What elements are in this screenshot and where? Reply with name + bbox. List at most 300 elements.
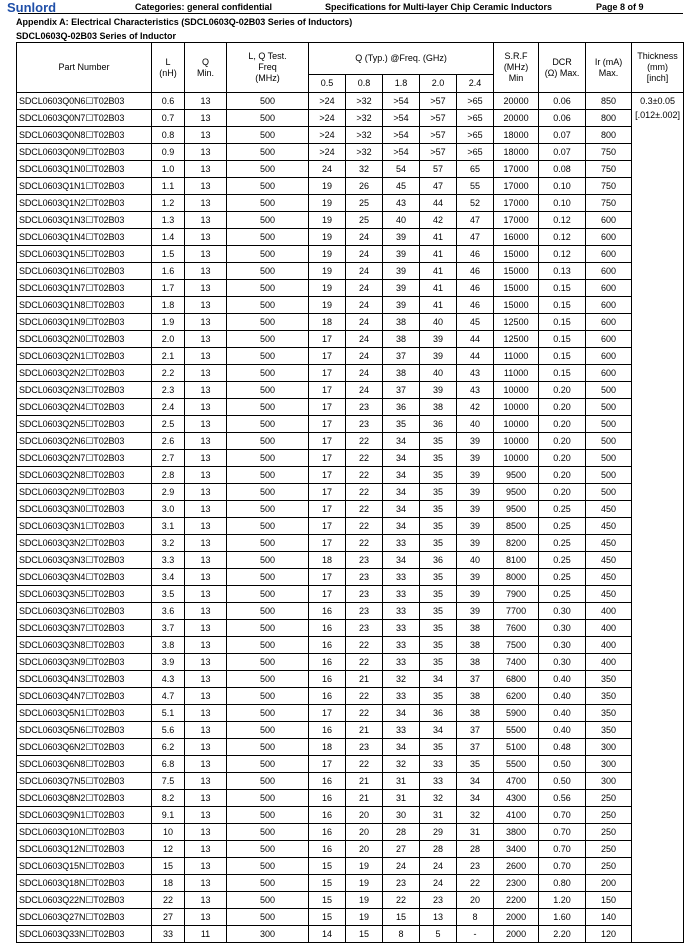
col-header-q-min [185, 43, 227, 93]
cell-q-0-8ghz: 19 [346, 909, 383, 926]
cell-dcr: 0.30 [539, 620, 586, 637]
cell-part-number: SDCL0603Q1N7☐T02B03 [17, 280, 152, 297]
cell-rated-current: 450 [586, 552, 632, 569]
cell-q-min: 13 [185, 569, 227, 586]
cell-q-0-8ghz: 25 [346, 212, 383, 229]
cell-q-2-0ghz: 41 [420, 280, 457, 297]
cell-q-0-8ghz: 24 [346, 229, 383, 246]
cell-test-freq: 500 [227, 654, 309, 671]
cell-rated-current: 600 [586, 212, 632, 229]
cell-srf: 7900 [494, 586, 539, 603]
cell-q-0-8ghz: 20 [346, 841, 383, 858]
cell-q-0-5ghz: 17 [309, 348, 346, 365]
cell-q-0-5ghz: 16 [309, 637, 346, 654]
cell-rated-current: 800 [586, 127, 632, 144]
cell-q-2-4ghz: 39 [457, 518, 494, 535]
cell-test-freq: 500 [227, 467, 309, 484]
cell-q-2-4ghz: 37 [457, 671, 494, 688]
cell-q-0-5ghz: 16 [309, 688, 346, 705]
cell-q-2-4ghz: >65 [457, 144, 494, 161]
cell-rated-current: 450 [586, 569, 632, 586]
cell-q-1-8ghz: 31 [383, 790, 420, 807]
cell-test-freq: 500 [227, 433, 309, 450]
table-row [17, 195, 684, 212]
cell-dcr: 0.20 [539, 399, 586, 416]
cell-dcr: 0.20 [539, 467, 586, 484]
cell-q-1-8ghz: 23 [383, 875, 420, 892]
col-header-test-freq [227, 43, 309, 93]
cell-q-2-4ghz: 39 [457, 467, 494, 484]
cell-srf: 20000 [494, 93, 539, 110]
cell-q-min: 13 [185, 705, 227, 722]
cell-inductance: 2.5 [152, 416, 185, 433]
cell-srf: 7600 [494, 620, 539, 637]
cell-rated-current: 500 [586, 416, 632, 433]
cell-dcr: 0.25 [539, 518, 586, 535]
cell-rated-current: 300 [586, 773, 632, 790]
cell-q-2-4ghz: 39 [457, 484, 494, 501]
cell-q-0-8ghz: 22 [346, 433, 383, 450]
cell-q-1-8ghz: 37 [383, 348, 420, 365]
cell-q-2-4ghz: 46 [457, 246, 494, 263]
cell-test-freq: 500 [227, 161, 309, 178]
cell-inductance: 18 [152, 875, 185, 892]
cell-dcr: 0.25 [539, 586, 586, 603]
cell-q-1-8ghz: 31 [383, 773, 420, 790]
cell-part-number: SDCL0603Q5N1☐T02B03 [17, 705, 152, 722]
cell-test-freq: 500 [227, 603, 309, 620]
cell-rated-current: 600 [586, 297, 632, 314]
cell-srf: 15000 [494, 297, 539, 314]
col-header-dcr-line1: DCR [552, 56, 572, 67]
cell-part-number: SDCL0603Q2N6☐T02B03 [17, 433, 152, 450]
cell-dcr: 0.15 [539, 331, 586, 348]
cell-q-2-4ghz: 38 [457, 620, 494, 637]
cell-q-0-8ghz: 22 [346, 705, 383, 722]
cell-part-number: SDCL0603Q1N5☐T02B03 [17, 246, 152, 263]
cell-q-1-8ghz: 22 [383, 892, 420, 909]
cell-part-number: SDCL0603Q0N6☐T02B03 [17, 93, 152, 110]
cell-dcr: 0.15 [539, 365, 586, 382]
cell-thickness [632, 93, 684, 943]
table-row [17, 314, 684, 331]
cell-part-number: SDCL0603Q2N5☐T02B03 [17, 416, 152, 433]
cell-q-2-4ghz: 38 [457, 654, 494, 671]
table-row [17, 416, 684, 433]
cell-dcr: 0.07 [539, 127, 586, 144]
cell-rated-current: 400 [586, 637, 632, 654]
cell-q-2-4ghz: 46 [457, 280, 494, 297]
cell-inductance: 0.7 [152, 110, 185, 127]
table-row [17, 110, 684, 127]
cell-q-2-0ghz: 35 [420, 433, 457, 450]
cell-part-number: SDCL0603Q33N☐T02B03 [17, 926, 152, 943]
table-row [17, 688, 684, 705]
cell-srf: 12500 [494, 331, 539, 348]
cell-q-min: 13 [185, 484, 227, 501]
cell-part-number: SDCL0603Q0N8☐T02B03 [17, 127, 152, 144]
cell-q-2-0ghz: 24 [420, 875, 457, 892]
cell-q-0-8ghz: 32 [346, 161, 383, 178]
cell-part-number: SDCL0603Q4N3☐T02B03 [17, 671, 152, 688]
cell-q-2-0ghz: 31 [420, 807, 457, 824]
cell-q-min: 13 [185, 603, 227, 620]
cell-inductance: 2.0 [152, 331, 185, 348]
cell-q-0-5ghz: 19 [309, 178, 346, 195]
cell-q-0-8ghz: 22 [346, 518, 383, 535]
cell-q-min: 13 [185, 110, 227, 127]
cell-rated-current: 600 [586, 280, 632, 297]
cell-q-min: 11 [185, 926, 227, 943]
cell-dcr: 0.06 [539, 110, 586, 127]
table-row [17, 705, 684, 722]
cell-inductance: 2.1 [152, 348, 185, 365]
cell-q-0-8ghz: 22 [346, 756, 383, 773]
cell-test-freq: 500 [227, 739, 309, 756]
cell-part-number: SDCL0603Q3N6☐T02B03 [17, 603, 152, 620]
cell-part-number: SDCL0603Q10N☐T02B03 [17, 824, 152, 841]
cell-q-0-5ghz: 15 [309, 875, 346, 892]
table-row [17, 127, 684, 144]
col-header-srf-line2: (MHz) [503, 62, 529, 72]
cell-q-2-0ghz: 36 [420, 416, 457, 433]
table-row [17, 824, 684, 841]
col-header-thickness-line3: [inch] [646, 73, 669, 83]
cell-rated-current: 600 [586, 365, 632, 382]
table-row [17, 365, 684, 382]
cell-q-2-4ghz: >65 [457, 93, 494, 110]
cell-q-2-4ghz: 38 [457, 705, 494, 722]
cell-q-min: 13 [185, 501, 227, 518]
cell-inductance: 2.6 [152, 433, 185, 450]
cell-q-0-8ghz: 19 [346, 858, 383, 875]
table-row [17, 246, 684, 263]
cell-q-0-8ghz: 22 [346, 637, 383, 654]
cell-q-0-5ghz: 17 [309, 365, 346, 382]
cell-part-number: SDCL0603Q3N4☐T02B03 [17, 569, 152, 586]
cell-test-freq: 500 [227, 246, 309, 263]
cell-dcr: 0.40 [539, 722, 586, 739]
cell-q-2-0ghz: 57 [420, 161, 457, 178]
cell-dcr: 0.20 [539, 416, 586, 433]
cell-inductance: 3.4 [152, 569, 185, 586]
cell-q-0-5ghz: 18 [309, 739, 346, 756]
cell-dcr: 0.70 [539, 858, 586, 875]
cell-q-0-8ghz: 22 [346, 688, 383, 705]
cell-q-1-8ghz: 39 [383, 280, 420, 297]
cell-q-1-8ghz: 33 [383, 603, 420, 620]
cell-test-freq: 500 [227, 620, 309, 637]
cell-inductance: 12 [152, 841, 185, 858]
col-header-srf-line1: S.R.F [504, 51, 528, 61]
cell-q-0-5ghz: 16 [309, 654, 346, 671]
cell-q-min: 13 [185, 280, 227, 297]
cell-part-number: SDCL0603Q1N2☐T02B03 [17, 195, 152, 212]
cell-test-freq: 500 [227, 858, 309, 875]
cell-q-1-8ghz: 34 [383, 501, 420, 518]
cell-inductance: 33 [152, 926, 185, 943]
cell-rated-current: 500 [586, 399, 632, 416]
col-header-test-line1: L, Q Test. [248, 51, 287, 61]
cell-rated-current: 350 [586, 722, 632, 739]
table-row [17, 841, 684, 858]
thickness-mm: 0.3±0.05 [640, 96, 676, 106]
cell-dcr: 0.25 [539, 535, 586, 552]
col-header-test-line3: (MHz) [255, 73, 280, 83]
cell-part-number: SDCL0603Q8N2☐T02B03 [17, 790, 152, 807]
cell-dcr: 0.20 [539, 433, 586, 450]
cell-q-0-5ghz: 15 [309, 892, 346, 909]
cell-q-2-0ghz: 35 [420, 501, 457, 518]
cell-q-0-5ghz: 16 [309, 824, 346, 841]
cell-test-freq: 500 [227, 195, 309, 212]
cell-q-2-0ghz: 41 [420, 297, 457, 314]
cell-q-min: 13 [185, 365, 227, 382]
cell-test-freq: 500 [227, 450, 309, 467]
cell-srf: 5100 [494, 739, 539, 756]
cell-srf: 7700 [494, 603, 539, 620]
cell-q-2-0ghz: 34 [420, 671, 457, 688]
cell-rated-current: 500 [586, 433, 632, 450]
cell-rated-current: 400 [586, 603, 632, 620]
cell-q-2-0ghz: 24 [420, 858, 457, 875]
cell-srf: 4700 [494, 773, 539, 790]
table-row [17, 892, 684, 909]
cell-part-number: SDCL0603Q2N3☐T02B03 [17, 382, 152, 399]
cell-q-0-8ghz: >32 [346, 144, 383, 161]
cell-q-min: 13 [185, 399, 227, 416]
cell-part-number: SDCL0603Q2N4☐T02B03 [17, 399, 152, 416]
col-header-dcr [539, 43, 586, 93]
cell-q-0-5ghz: 17 [309, 569, 346, 586]
cell-test-freq: 500 [227, 705, 309, 722]
cell-q-0-5ghz: 14 [309, 926, 346, 943]
cell-dcr: 0.20 [539, 450, 586, 467]
cell-q-2-0ghz: 41 [420, 263, 457, 280]
cell-inductance: 1.1 [152, 178, 185, 195]
cell-srf: 2000 [494, 909, 539, 926]
cell-dcr: 0.25 [539, 552, 586, 569]
cell-q-0-5ghz: 18 [309, 552, 346, 569]
cell-rated-current: 450 [586, 535, 632, 552]
cell-q-0-8ghz: 19 [346, 875, 383, 892]
cell-q-0-8ghz: 24 [346, 280, 383, 297]
cell-q-2-4ghz: 45 [457, 314, 494, 331]
cell-q-min: 13 [185, 552, 227, 569]
cell-rated-current: 450 [586, 586, 632, 603]
cell-dcr: 0.56 [539, 790, 586, 807]
cell-q-1-8ghz: 32 [383, 671, 420, 688]
cell-q-0-5ghz: 17 [309, 705, 346, 722]
col-header-srf-line3: Min [508, 73, 524, 83]
cell-dcr: 0.70 [539, 841, 586, 858]
cell-test-freq: 500 [227, 756, 309, 773]
series-title: SDCL0603Q-02B03 Series of Inductor [16, 31, 177, 41]
cell-q-2-4ghz: 47 [457, 229, 494, 246]
cell-q-2-0ghz: 35 [420, 654, 457, 671]
cell-part-number: SDCL0603Q3N3☐T02B03 [17, 552, 152, 569]
table-row [17, 535, 684, 552]
cell-q-1-8ghz: 33 [383, 620, 420, 637]
cell-q-1-8ghz: 32 [383, 756, 420, 773]
col-header-ir [586, 43, 632, 93]
cell-test-freq: 500 [227, 790, 309, 807]
cell-rated-current: 250 [586, 824, 632, 841]
cell-inductance: 3.1 [152, 518, 185, 535]
cell-q-2-0ghz: 35 [420, 603, 457, 620]
cell-q-0-5ghz: 19 [309, 229, 346, 246]
cell-q-min: 13 [185, 433, 227, 450]
cell-q-min: 13 [185, 331, 227, 348]
cell-srf: 7400 [494, 654, 539, 671]
cell-dcr: 0.10 [539, 195, 586, 212]
cell-dcr: 0.12 [539, 229, 586, 246]
cell-q-0-5ghz: 17 [309, 450, 346, 467]
cell-dcr: 0.70 [539, 824, 586, 841]
cell-q-1-8ghz: 28 [383, 824, 420, 841]
cell-test-freq: 500 [227, 382, 309, 399]
cell-q-2-4ghz: 34 [457, 773, 494, 790]
cell-q-min: 13 [185, 535, 227, 552]
cell-q-0-8ghz: 24 [346, 382, 383, 399]
cell-q-1-8ghz: 38 [383, 331, 420, 348]
cell-rated-current: 750 [586, 178, 632, 195]
cell-q-2-4ghz: 39 [457, 603, 494, 620]
cell-part-number: SDCL0603Q15N☐T02B03 [17, 858, 152, 875]
table-row [17, 875, 684, 892]
cell-inductance: 2.2 [152, 365, 185, 382]
cell-dcr: 0.06 [539, 93, 586, 110]
cell-srf: 8000 [494, 569, 539, 586]
cell-q-0-5ghz: 15 [309, 858, 346, 875]
cell-test-freq: 500 [227, 110, 309, 127]
cell-srf: 3800 [494, 824, 539, 841]
cell-srf: 2200 [494, 892, 539, 909]
cell-q-2-0ghz: 39 [420, 331, 457, 348]
cell-dcr: 0.20 [539, 382, 586, 399]
brand-logo: Sunlord [7, 0, 57, 15]
table-row [17, 807, 684, 824]
cell-q-0-8ghz: 20 [346, 807, 383, 824]
cell-q-min: 13 [185, 161, 227, 178]
cell-q-0-8ghz: 24 [346, 365, 383, 382]
table-row [17, 569, 684, 586]
cell-q-1-8ghz: 8 [383, 926, 420, 943]
table-row [17, 178, 684, 195]
cell-q-2-0ghz: 35 [420, 637, 457, 654]
cell-q-1-8ghz: 34 [383, 467, 420, 484]
cell-srf: 2000 [494, 926, 539, 943]
cell-q-1-8ghz: 38 [383, 365, 420, 382]
cell-q-min: 13 [185, 263, 227, 280]
cell-rated-current: 150 [586, 892, 632, 909]
cell-q-0-5ghz: 17 [309, 518, 346, 535]
cell-test-freq: 500 [227, 773, 309, 790]
cell-test-freq: 500 [227, 212, 309, 229]
cell-inductance: 15 [152, 858, 185, 875]
cell-part-number: SDCL0603Q3N0☐T02B03 [17, 501, 152, 518]
cell-dcr: 0.50 [539, 756, 586, 773]
appendix-title: Appendix A: Electrical Characteristics (SDCL0603Q-02B03 Series of Inductors) [16, 17, 353, 27]
cell-srf: 9500 [494, 467, 539, 484]
cell-part-number: SDCL0603Q3N7☐T02B03 [17, 620, 152, 637]
cell-dcr: 0.40 [539, 688, 586, 705]
cell-q-1-8ghz: 15 [383, 909, 420, 926]
table-row [17, 229, 684, 246]
cell-test-freq: 500 [227, 348, 309, 365]
cell-q-1-8ghz: 35 [383, 416, 420, 433]
cell-dcr: 0.12 [539, 246, 586, 263]
cell-q-1-8ghz: 33 [383, 688, 420, 705]
cell-q-2-4ghz: 39 [457, 433, 494, 450]
cell-test-freq: 500 [227, 297, 309, 314]
cell-q-2-0ghz: 38 [420, 399, 457, 416]
cell-q-2-0ghz: 40 [420, 314, 457, 331]
col-header-freq-1-8: 1.8 [383, 75, 420, 93]
col-header-q-line2: Min. [196, 67, 214, 78]
cell-srf: 11000 [494, 348, 539, 365]
cell-q-1-8ghz: 27 [383, 841, 420, 858]
cell-dcr: 0.25 [539, 569, 586, 586]
table-row [17, 433, 684, 450]
cell-q-2-0ghz: 47 [420, 178, 457, 195]
cell-q-2-0ghz: >57 [420, 110, 457, 127]
cell-q-0-5ghz: 17 [309, 331, 346, 348]
cell-srf: 4300 [494, 790, 539, 807]
cell-rated-current: 500 [586, 484, 632, 501]
cell-srf: 5500 [494, 756, 539, 773]
cell-q-min: 13 [185, 416, 227, 433]
cell-rated-current: 250 [586, 807, 632, 824]
cell-q-2-0ghz: 39 [420, 382, 457, 399]
cell-part-number: SDCL0603Q3N8☐T02B03 [17, 637, 152, 654]
cell-q-0-5ghz: 16 [309, 620, 346, 637]
cell-q-min: 13 [185, 127, 227, 144]
table-row [17, 297, 684, 314]
table-row [17, 161, 684, 178]
table-row [17, 263, 684, 280]
cell-q-2-0ghz: 41 [420, 246, 457, 263]
cell-q-2-4ghz: 65 [457, 161, 494, 178]
cell-q-min: 13 [185, 178, 227, 195]
cell-q-min: 13 [185, 654, 227, 671]
cell-q-0-8ghz: 24 [346, 263, 383, 280]
cell-dcr: 0.70 [539, 807, 586, 824]
cell-q-0-8ghz: 21 [346, 773, 383, 790]
cell-part-number: SDCL0603Q1N0☐T02B03 [17, 161, 152, 178]
cell-srf: 17000 [494, 178, 539, 195]
cell-rated-current: 450 [586, 501, 632, 518]
cell-q-2-0ghz: 35 [420, 467, 457, 484]
cell-inductance: 10 [152, 824, 185, 841]
cell-q-2-4ghz: 39 [457, 535, 494, 552]
cell-test-freq: 300 [227, 926, 309, 943]
cell-dcr: 0.50 [539, 773, 586, 790]
cell-test-freq: 500 [227, 144, 309, 161]
col-header-thickness [632, 43, 684, 93]
cell-q-0-8ghz: 22 [346, 450, 383, 467]
cell-q-0-5ghz: 17 [309, 535, 346, 552]
cell-part-number: SDCL0603Q22N☐T02B03 [17, 892, 152, 909]
cell-q-1-8ghz: 36 [383, 399, 420, 416]
cell-inductance: 2.9 [152, 484, 185, 501]
cell-q-2-0ghz: 41 [420, 229, 457, 246]
cell-q-min: 13 [185, 807, 227, 824]
cell-test-freq: 500 [227, 518, 309, 535]
cell-q-1-8ghz: >54 [383, 144, 420, 161]
cell-inductance: 1.5 [152, 246, 185, 263]
cell-part-number: SDCL0603Q9N1☐T02B03 [17, 807, 152, 824]
